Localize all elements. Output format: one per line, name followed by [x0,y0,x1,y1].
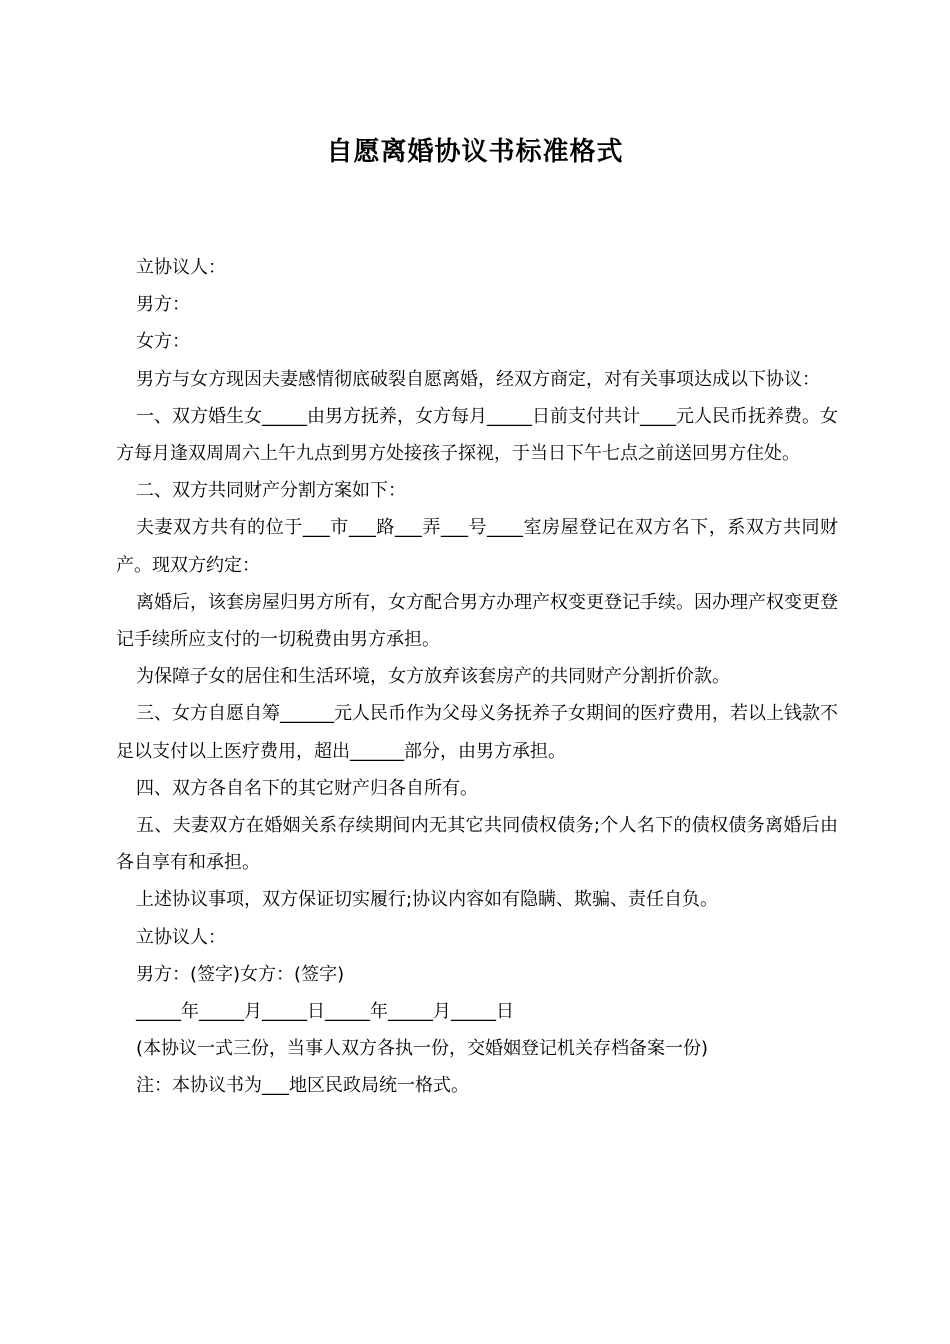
paragraph-male-party: 男方： [136,294,190,316]
document-body [116,249,838,1105]
paragraph-format-note: 注：本协议书为___地区民政局统一格式。 [136,1075,469,1097]
paragraph-signatories-label-2: 立协议人： [136,926,226,948]
paragraph-female-party: 女方： [136,331,190,353]
paragraph-guarantee: 上述协议事项，双方保证切实履行;协议内容如有隐瞒、欺骗、责任自负。 [136,889,719,911]
paragraph-copies-note: (本协议一式三份，当事人双方各执一份，交婚姻登记机关存档备案一份) [136,1038,709,1060]
paragraph-signature-line: 男方：(签字)女方：(签字) [136,963,345,985]
paragraph-preamble: 男方与女方现因夫妻感情彻底破裂自愿离婚，经双方商定，对有关事项达成以下协议： [136,368,820,390]
paragraph-clause-4-assets: 四、双方各自名下的其它财产归各自所有。 [136,777,478,799]
paragraph-clause-3-medical: 三、女方自愿自筹______元人民币作为父母义务抚养子女期间的医疗费用，若以上钱款不足以支付以上医疗费用，超出______部分，由男方承担。 [116,703,838,762]
document-title: 自愿离婚协议书标准格式 [326,137,624,167]
paragraph-date-line: _____年_____月_____日_____年_____月_____日 [136,1001,514,1023]
paragraph-clause-5-debts: 五、夫妻双方在婚姻关系存续期间内无其它共同债权债务;个人名下的债权债务离婚后由各自享有和承担。 [116,815,838,874]
paragraph-signatories-label: 立协议人： [136,257,226,278]
paragraph-clause-2-transfer: 离婚后，该套房屋归男方所有，女方配合男方办理产权变更登记手续。因办理产权变更登记手续所应支付的一切税费由男方承担。 [116,591,838,651]
paragraph-clause-2-property: 夫妻双方共有的位于___市___路___弄___号____室房屋登记在双方名下，系双方共同财产。现双方约定： [116,517,838,576]
paragraph-clause-1-custody: 一、双方婚生女_____由男方抚养，女方每月_____日前支付共计____元人民币抚养费。女方每月逢双周周六上午九点到男方处接孩子探视，于当日下午七点之前送回男方住处。 [116,405,838,465]
paragraph-clause-2-waiver: 为保障子女的居住和生活环境，女方放弃该套房产的共同财产分割折价款。 [136,666,730,688]
paragraph-clause-2-heading: 二、双方共同财产分割方案如下： [136,480,406,502]
